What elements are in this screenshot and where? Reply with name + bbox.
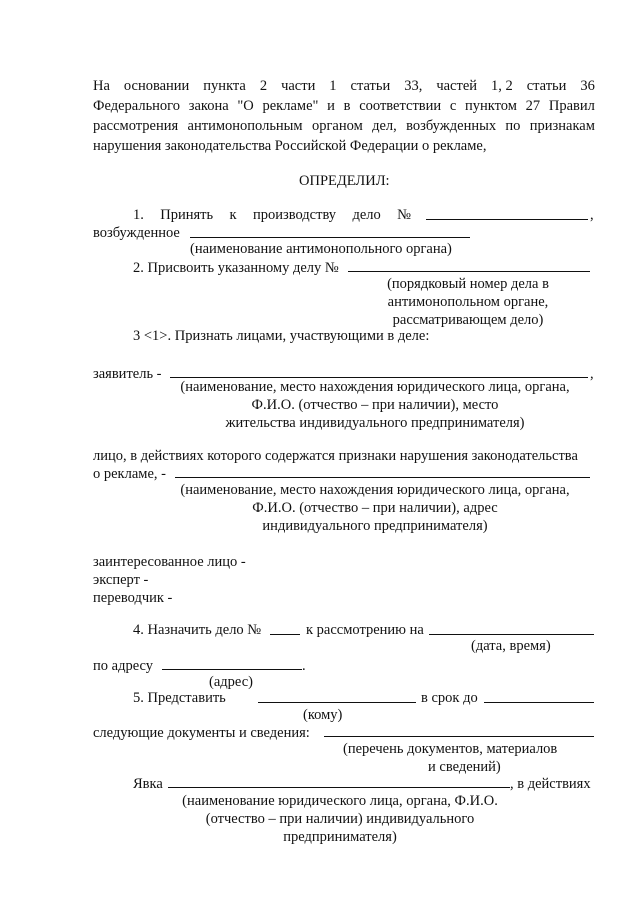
word: основании bbox=[123, 78, 190, 94]
word: 1, 2 bbox=[490, 78, 513, 94]
item4-text-2: к рассмотрению на bbox=[306, 622, 424, 638]
attendance-suffix: , в действиях bbox=[510, 776, 591, 792]
deadline-field[interactable] bbox=[484, 702, 594, 703]
word: пунктом bbox=[465, 98, 517, 114]
hearing-address-field[interactable] bbox=[162, 669, 302, 670]
violator-field[interactable] bbox=[175, 477, 590, 478]
word: возбужденных bbox=[406, 118, 497, 134]
item4-case-number-field[interactable] bbox=[270, 634, 300, 635]
word: 27 bbox=[525, 98, 541, 114]
word: дел, bbox=[372, 118, 397, 134]
preamble-line-4: нарушения законодательства Российской Федерации о рекламе, bbox=[93, 138, 487, 154]
applicant-label: заявитель - bbox=[93, 366, 162, 382]
item2-text: 2. Присвоить указанному делу № bbox=[133, 260, 339, 276]
word: и bbox=[327, 98, 335, 114]
word: пункта bbox=[203, 78, 246, 94]
word: соответствии bbox=[359, 98, 442, 114]
applicant-hint-1: (наименование, место нахождения юридического лица, органа, bbox=[180, 379, 570, 395]
word: рекламе" bbox=[262, 98, 319, 114]
preamble-line-2 bbox=[93, 97, 595, 115]
assigned-number-hint-2: антимонопольном органе, bbox=[387, 294, 549, 310]
datetime-hint: (дата, время) bbox=[471, 638, 551, 654]
word: к bbox=[229, 207, 237, 223]
word: статьи bbox=[526, 78, 567, 94]
attendance-hint-1: (наименование юридического лица, органа, Ф.И.О. bbox=[182, 793, 498, 809]
word: органом bbox=[311, 118, 363, 134]
submit-to-field[interactable] bbox=[258, 702, 416, 703]
documents-field[interactable] bbox=[324, 736, 594, 737]
item5-text-1: 5. Представить bbox=[133, 690, 226, 706]
word: частей bbox=[436, 78, 478, 94]
word: с bbox=[449, 98, 457, 114]
documents-label: следующие документы и сведения: bbox=[93, 725, 310, 741]
word: Федерального bbox=[93, 98, 181, 114]
word: статьи bbox=[350, 78, 391, 94]
word: 36 bbox=[580, 78, 595, 94]
word: 1. bbox=[133, 207, 144, 223]
violator-hint-3: индивидуального предпринимателя) bbox=[262, 518, 488, 534]
word: части bbox=[281, 78, 316, 94]
interested-person-label: заинтересованное лицо - bbox=[93, 554, 246, 570]
authority-name-hint: (наименование антимонопольного органа) bbox=[190, 241, 452, 257]
address-label: по адресу bbox=[93, 658, 153, 674]
word: производству bbox=[252, 207, 337, 223]
attendance-field[interactable] bbox=[168, 787, 510, 788]
word: Правил bbox=[548, 98, 595, 114]
attendance-label: Явка bbox=[133, 776, 163, 792]
hearing-datetime-field[interactable] bbox=[429, 634, 594, 635]
word: дело bbox=[352, 207, 381, 223]
attendance-hint-3: предпринимателя) bbox=[283, 829, 397, 845]
word: На bbox=[93, 78, 110, 94]
applicant-hint-2: Ф.И.О. (отчество – при наличии), место bbox=[251, 397, 499, 413]
applicant-comma: , bbox=[590, 366, 594, 382]
preamble-line-1 bbox=[93, 77, 595, 95]
item5-text-2: в срок до bbox=[421, 690, 478, 706]
word: антимонопольным bbox=[187, 118, 303, 134]
documents-hint-2: и сведений) bbox=[428, 759, 501, 775]
word: 2 bbox=[259, 78, 268, 94]
assigned-number-hint-3: рассматривающем дело) bbox=[392, 312, 544, 328]
decision-heading: ОПРЕДЕЛИЛ: bbox=[299, 173, 390, 189]
word: закона bbox=[188, 98, 229, 114]
preamble-line-3 bbox=[93, 117, 595, 135]
address-hint: (адрес) bbox=[209, 674, 253, 690]
expert-label: эксперт - bbox=[93, 572, 149, 588]
word: Принять bbox=[160, 207, 214, 223]
address-dot: . bbox=[302, 658, 306, 674]
word: № bbox=[397, 207, 411, 223]
violator-label: о рекламе, - bbox=[93, 466, 166, 482]
attendance-hint-2: (отчество – при наличии) индивидуального bbox=[205, 811, 475, 827]
word: по bbox=[505, 118, 521, 134]
item1-text bbox=[133, 206, 411, 224]
whom-hint: (кому) bbox=[303, 707, 343, 723]
excited-by-label: возбужденное bbox=[93, 225, 180, 241]
translator-label: переводчик - bbox=[93, 590, 173, 606]
assigned-number-hint-1: (порядковый номер дела в bbox=[387, 276, 549, 292]
violator-line-1: лицо, в действиях которого содержатся признаки нарушения законодательства bbox=[93, 448, 578, 464]
applicant-hint-3: жительства индивидуального предпринимателя) bbox=[225, 415, 525, 431]
word: рассмотрения bbox=[93, 118, 179, 134]
case-number-field[interactable] bbox=[426, 219, 588, 220]
documents-hint-1: (перечень документов, материалов bbox=[343, 741, 558, 757]
assigned-number-field[interactable] bbox=[348, 271, 590, 272]
word: признакам bbox=[529, 118, 595, 134]
item1-comma: , bbox=[590, 207, 594, 223]
authority-name-field[interactable] bbox=[190, 237, 470, 238]
word: 33, bbox=[404, 78, 423, 94]
word: 1 bbox=[329, 78, 337, 94]
word: в bbox=[343, 98, 351, 114]
violator-hint-1: (наименование, место нахождения юридического лица, органа, bbox=[180, 482, 570, 498]
word: "О bbox=[237, 98, 254, 114]
violator-hint-2: Ф.И.О. (отчество – при наличии), адрес bbox=[252, 500, 498, 516]
item3-text: 3 <1>. Признать лицами, участвующими в деле: bbox=[133, 328, 430, 344]
item4-text-1: 4. Назначить дело № bbox=[133, 622, 262, 638]
